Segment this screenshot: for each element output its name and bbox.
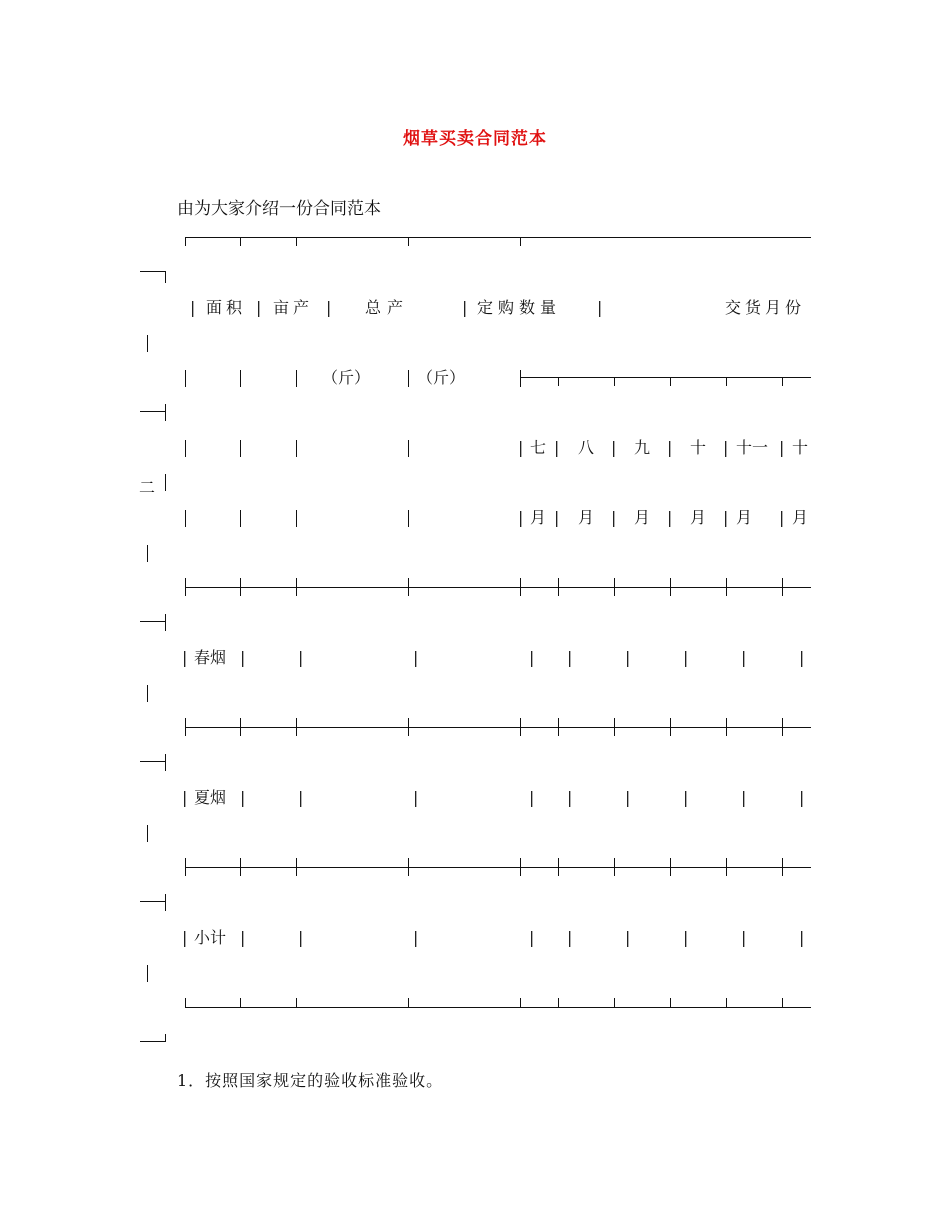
wrap-rule bbox=[140, 761, 165, 762]
col-bar bbox=[240, 510, 241, 527]
month-9: 九 bbox=[634, 438, 651, 457]
row-separator bbox=[185, 587, 811, 588]
document-title: 烟草买卖合同范本 bbox=[403, 129, 547, 149]
wrap-bar bbox=[165, 271, 166, 283]
month-suffix: 月 bbox=[634, 508, 651, 527]
header-bar-5: | bbox=[597, 298, 603, 317]
month-11: 十一 bbox=[736, 438, 769, 457]
col-bar bbox=[408, 510, 409, 527]
month-tick bbox=[726, 377, 727, 386]
header-total-output: 总产 bbox=[365, 298, 410, 317]
header-bar-1: | bbox=[190, 298, 196, 317]
header-bar-3: | bbox=[326, 298, 332, 317]
wrap-bar bbox=[147, 335, 148, 352]
header-yield-per-mu: 亩产 bbox=[273, 298, 314, 317]
table-corner-left bbox=[185, 237, 186, 246]
col-bar bbox=[185, 440, 186, 457]
table-tick bbox=[408, 237, 409, 246]
header-order-quantity: 定购数量 bbox=[477, 298, 562, 317]
month-suffix: 月 bbox=[736, 508, 753, 527]
wrap-bar bbox=[147, 825, 148, 842]
month-tick bbox=[558, 377, 559, 386]
month-tick bbox=[670, 377, 671, 386]
wrap-bar bbox=[165, 474, 166, 491]
row-label-summer: 夏烟 bbox=[194, 788, 227, 807]
wrap-rule bbox=[140, 901, 165, 902]
row-separator bbox=[185, 867, 811, 868]
wrap-rule bbox=[140, 271, 165, 272]
wrap-bar bbox=[147, 545, 148, 562]
table-tick bbox=[296, 237, 297, 246]
row-label-spring: 春烟 bbox=[194, 648, 227, 667]
wrap-bar bbox=[165, 894, 166, 911]
month-8: 八 bbox=[578, 438, 595, 457]
month-7: 七 bbox=[530, 438, 547, 457]
month-suffix: 月 bbox=[690, 508, 707, 527]
wrap-bar bbox=[165, 1034, 166, 1042]
wrap-bar bbox=[147, 965, 148, 982]
header-bar-2: | bbox=[256, 298, 262, 317]
col-bar bbox=[408, 370, 409, 387]
month-12-overflow: 二 bbox=[139, 478, 156, 497]
month-10: 十 bbox=[690, 438, 707, 457]
unit-total: （斤） bbox=[322, 368, 371, 387]
table-tick bbox=[520, 237, 521, 246]
document-page: 烟草买卖合同范本 由为大家介绍一份合同范本 | 面积 | 亩产 | 总产 | 定购数量 | 交货月份 （斤） （斤） | 七 | 八 | 九 | 十 | 十一 | 十 二 | 月 | 月 | 月 | 月 | 月 | 月 | 春烟 | | | | | | | | | | 夏烟 | | | | | | | | | | 小计 | | | | | | | | | 1．按照国家规定的验收标准验收。 bbox=[0, 0, 950, 1230]
wrap-bar bbox=[165, 404, 166, 421]
col-bar bbox=[408, 440, 409, 457]
col-bar bbox=[520, 370, 521, 387]
table-top-rule bbox=[185, 237, 811, 238]
col-bar bbox=[240, 370, 241, 387]
intro-text: 由为大家介绍一份合同范本 bbox=[177, 199, 381, 219]
table-tick bbox=[240, 237, 241, 246]
month-rule bbox=[520, 377, 811, 378]
month-suffix: 月 bbox=[530, 508, 547, 527]
header-delivery-month: 交货月份 bbox=[725, 298, 806, 317]
unit-order: （斤） bbox=[417, 368, 466, 387]
wrap-rule bbox=[140, 1041, 165, 1042]
row-separator bbox=[185, 727, 811, 728]
col-bar bbox=[240, 440, 241, 457]
wrap-bar bbox=[165, 754, 166, 771]
col-bar bbox=[296, 440, 297, 457]
col-bar bbox=[185, 510, 186, 527]
month-suffix: 月 bbox=[578, 508, 595, 527]
wrap-bar bbox=[147, 685, 148, 702]
col-bar bbox=[296, 370, 297, 387]
clause-1: 1．按照国家规定的验收标准验收。 bbox=[177, 1071, 444, 1090]
month-tick bbox=[614, 377, 615, 386]
wrap-rule bbox=[140, 621, 165, 622]
month-suffix: 月 bbox=[792, 508, 809, 527]
col-bar bbox=[296, 510, 297, 527]
header-bar-4: | bbox=[462, 298, 468, 317]
wrap-bar bbox=[165, 614, 166, 631]
col-bar bbox=[185, 370, 186, 387]
table-bottom-rule bbox=[185, 1007, 811, 1008]
month-tick bbox=[782, 377, 783, 386]
row-label-subtotal: 小计 bbox=[194, 928, 227, 947]
wrap-rule bbox=[140, 411, 165, 412]
header-area: 面积 bbox=[206, 298, 247, 317]
month-12-part: 十 bbox=[792, 438, 809, 457]
